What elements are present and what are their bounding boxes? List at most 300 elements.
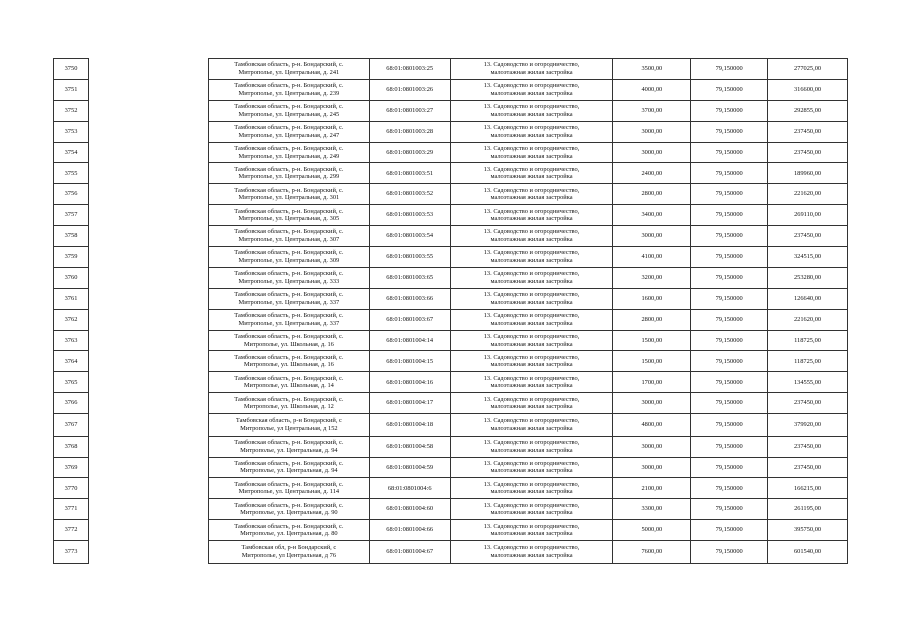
land-use-line-2: малоэтажная жилая застройка: [490, 236, 573, 244]
cadastral-value-cell: 237450,00: [768, 436, 848, 457]
land-use-cell: [450, 205, 613, 226]
table-row: [209, 457, 848, 478]
cadastral-number-cell: 68:01:0801003:53: [369, 205, 450, 226]
unit-value-cell: 79,150000: [691, 520, 768, 541]
address-cell: [209, 541, 370, 564]
land-use-line-1: 13. Садоводство и огородничество,: [483, 459, 580, 467]
area-cell: 3000,00: [613, 393, 691, 414]
land-use-line-2: малоэтажная жилая застройка: [490, 298, 573, 306]
land-use-line-1: 13. Садоводство и огородничество,: [483, 103, 580, 111]
area-cell: 2800,00: [613, 184, 691, 205]
land-use-line-1: 13. Садоводство и огородничество,: [483, 417, 580, 425]
land-use-line-2: малоэтажная жилая застройка: [490, 509, 573, 517]
area-cell: 3000,00: [613, 142, 691, 163]
row-number-row: [54, 520, 89, 541]
address-cell: [209, 247, 370, 268]
row-number: 3761: [54, 288, 89, 309]
table-row: [209, 163, 848, 184]
land-use-cell: [450, 121, 613, 142]
row-number-row: [54, 288, 89, 309]
land-use-cell: [450, 247, 613, 268]
row-number: 3757: [54, 205, 89, 226]
cadastral-value-cell: 221620,00: [768, 184, 848, 205]
cadastral-value-cell: 237450,00: [768, 457, 848, 478]
unit-value-cell: 79,150000: [691, 288, 768, 309]
address-line-2: Митрополье, ул. Центральная, д. 333: [238, 277, 340, 285]
address-line-1: Тамбовская область, р-н. Бондарский, с.: [234, 82, 344, 90]
unit-value-cell: 79,150000: [691, 79, 768, 100]
area-cell: 4000,00: [613, 79, 691, 100]
row-number: 3755: [54, 163, 89, 184]
row-number-row: [54, 351, 89, 372]
address-cell: [209, 520, 370, 541]
land-plots-table: [208, 58, 848, 564]
address-line-2: Митрополье, ул Центральная, д 76: [241, 551, 337, 559]
land-use-line-1: 13. Садоводство и огородничество,: [483, 270, 580, 278]
cadastral-number-cell: 68:01:0801003:52: [369, 184, 450, 205]
land-use-cell: [450, 100, 613, 121]
table-row: [209, 478, 848, 499]
area-cell: 2400,00: [613, 163, 691, 184]
land-use-line-2: малоэтажная жилая застройка: [490, 277, 573, 285]
land-use-line-2: малоэтажная жилая застройка: [490, 215, 573, 223]
unit-value-cell: 79,150000: [691, 414, 768, 437]
cadastral-value-cell: 237450,00: [768, 393, 848, 414]
unit-value-cell: 79,150000: [691, 478, 768, 499]
land-use-cell: [450, 541, 613, 564]
table-row: [209, 309, 848, 330]
address-cell: [209, 59, 370, 80]
cadastral-number-cell: 68:01:0801004:17: [369, 393, 450, 414]
land-use-cell: [450, 372, 613, 393]
row-number-row: [54, 100, 89, 121]
land-use-cell: [450, 226, 613, 247]
unit-value-cell: 79,150000: [691, 267, 768, 288]
address-line-1: Тамбовская область, р-н. Бондарский, с.: [234, 480, 344, 488]
cadastral-value-cell: 221620,00: [768, 309, 848, 330]
area-cell: 7600,00: [613, 541, 691, 564]
table-row: [209, 414, 848, 437]
address-line-1: Тамбовская область, р-н. Бондарский, с.: [234, 395, 344, 403]
land-use-line-1: 13. Садоводство и огородничество,: [483, 144, 580, 152]
cadastral-number-cell: 68:01:0801004:59: [369, 457, 450, 478]
address-cell: [209, 478, 370, 499]
area-cell: 1600,00: [613, 288, 691, 309]
row-number-row: [54, 457, 89, 478]
address-line-2: Митрополье, ул. Центральная, д. 301: [238, 194, 340, 202]
land-use-line-2: малоэтажная жилая застройка: [490, 403, 573, 411]
unit-value-cell: 79,150000: [691, 457, 768, 478]
address-line-1: Тамбовская обл, р-н Бондарский, с: [241, 544, 337, 552]
cadastral-value-cell: 261195,00: [768, 499, 848, 520]
address-cell: [209, 414, 370, 437]
cadastral-value-cell: 316600,00: [768, 79, 848, 100]
cadastral-number-cell: 68:01:0801004:14: [369, 330, 450, 351]
row-number: 3771: [54, 499, 89, 520]
cadastral-number-cell: 68:01:0801003:27: [369, 100, 450, 121]
table-row: [209, 205, 848, 226]
row-number: 3760: [54, 267, 89, 288]
row-number-row: [54, 121, 89, 142]
table-row: [209, 247, 848, 268]
address-line-2: Митрополье, ул. Центральная, д. 307: [238, 236, 340, 244]
row-number: 3769: [54, 457, 89, 478]
unit-value-cell: 79,150000: [691, 163, 768, 184]
land-use-line-1: 13. Садоводство и огородничество,: [483, 544, 580, 552]
address-cell: [209, 163, 370, 184]
cadastral-value-cell: 118725,00: [768, 351, 848, 372]
land-use-cell: [450, 330, 613, 351]
cadastral-number-cell: 68:01:0801003:29: [369, 142, 450, 163]
cadastral-value-cell: 269110,00: [768, 205, 848, 226]
address-line-1: Тамбовская область, р-н. Бондарский, с.: [234, 207, 344, 215]
row-number: 3765: [54, 372, 89, 393]
table-row: [209, 499, 848, 520]
address-line-1: Тамбовская область, р-н. Бондарский, с.: [234, 186, 344, 194]
address-line-1: Тамбовская область, р-н. Бондарский, с.: [234, 165, 344, 173]
cadastral-value-cell: 324515,00: [768, 247, 848, 268]
address-cell: [209, 79, 370, 100]
address-line-1: Тамбовская область, р-н. Бондарский, с.: [234, 353, 344, 361]
land-use-line-2: малоэтажная жилая застройка: [490, 319, 573, 327]
address-line-1: Тамбовская область, р-н. Бондарский, с.: [234, 312, 344, 320]
table-row: [209, 184, 848, 205]
cadastral-number-cell: 68:01:0801004:6: [369, 478, 450, 499]
cadastral-number-cell: 68:01:0801003:55: [369, 247, 450, 268]
row-number-row: [54, 499, 89, 520]
address-line-2: Митрополье, ул. Центральная, д. 114: [238, 488, 340, 496]
unit-value-cell: 79,150000: [691, 121, 768, 142]
address-line-1: Тамбовская область, р-н. Бондарский, с.: [234, 522, 344, 530]
row-number-row: [54, 414, 89, 437]
table-row: [209, 79, 848, 100]
land-use-cell: [450, 478, 613, 499]
cadastral-number-cell: 68:01:0801003:65: [369, 267, 450, 288]
land-use-line-1: 13. Садоводство и огородничество,: [483, 374, 580, 382]
land-use-line-2: малоэтажная жилая застройка: [490, 110, 573, 118]
address-line-1: Тамбовская область, р-н. Бондарский, с.: [234, 270, 344, 278]
cadastral-number-cell: 68:01:0801004:67: [369, 541, 450, 564]
address-line-1: Тамбовская область, р-н. Бондарский, с.: [234, 291, 344, 299]
area-cell: 3400,00: [613, 205, 691, 226]
address-cell: [209, 184, 370, 205]
land-use-line-2: малоэтажная жилая застройка: [490, 446, 573, 454]
row-number: 3754: [54, 142, 89, 163]
land-use-line-2: малоэтажная жилая застройка: [490, 361, 573, 369]
cadastral-value-cell: 134555,00: [768, 372, 848, 393]
cadastral-number-cell: 68:01:0801004:58: [369, 436, 450, 457]
address-line-1: Тамбовская область, р-н. Бондарский, с.: [234, 249, 344, 257]
row-number: 3751: [54, 79, 89, 100]
land-use-cell: [450, 309, 613, 330]
land-use-cell: [450, 288, 613, 309]
row-number: 3752: [54, 100, 89, 121]
address-cell: [209, 142, 370, 163]
land-use-line-1: 13. Садоводство и огородничество,: [483, 291, 580, 299]
cadastral-number-cell: 68:01:0801003:28: [369, 121, 450, 142]
address-cell: [209, 499, 370, 520]
cadastral-number-cell: 68:01:0801004:66: [369, 520, 450, 541]
land-use-line-2: малоэтажная жилая застройка: [490, 340, 573, 348]
land-use-line-2: малоэтажная жилая застройка: [490, 89, 573, 97]
address-cell: [209, 309, 370, 330]
land-use-line-1: 13. Садоводство и огородничество,: [483, 395, 580, 403]
unit-value-cell: 79,150000: [691, 59, 768, 80]
cadastral-number-cell: 68:01:0801003:51: [369, 163, 450, 184]
area-cell: 1500,00: [613, 330, 691, 351]
cadastral-number-cell: 68:01:0801003:26: [369, 79, 450, 100]
land-use-line-1: 13. Садоводство и огородничество,: [483, 186, 580, 194]
land-use-cell: [450, 142, 613, 163]
area-cell: 3300,00: [613, 499, 691, 520]
address-line-2: Митрополье, ул. Центральная, д. 245: [238, 110, 340, 118]
address-line-2: Митрополье, ул. Школьная, д. 12: [243, 403, 334, 411]
row-number-row: [54, 330, 89, 351]
land-use-line-2: малоэтажная жилая застройка: [490, 467, 573, 475]
land-use-line-2: малоэтажная жилая застройка: [490, 173, 573, 181]
cadastral-number-cell: 68:01:0801003:67: [369, 309, 450, 330]
address-line-2: Митрополье, ул. Центральная, д. 90: [240, 509, 338, 517]
row-number-row: [54, 184, 89, 205]
table-row: [209, 121, 848, 142]
area-cell: 3500,00: [613, 59, 691, 80]
unit-value-cell: 79,150000: [691, 541, 768, 564]
area-cell: 4100,00: [613, 247, 691, 268]
address-line-2: Митрополье, ул. Центральная, д. 94: [240, 467, 338, 475]
cadastral-value-cell: 189960,00: [768, 163, 848, 184]
land-use-line-1: 13. Садоводство и огородничество,: [483, 353, 580, 361]
row-number-row: [54, 478, 89, 499]
land-use-line-2: малоэтажная жилая застройка: [490, 424, 573, 432]
address-line-2: Митрополье, ул. Центральная, д. 241: [238, 68, 340, 76]
area-cell: 3000,00: [613, 226, 691, 247]
cadastral-value-cell: 126640,00: [768, 288, 848, 309]
land-use-line-1: 13. Садоводство и огородничество,: [483, 165, 580, 173]
land-use-line-2: малоэтажная жилая застройка: [490, 551, 573, 559]
land-use-cell: [450, 184, 613, 205]
cadastral-value-cell: 601540,00: [768, 541, 848, 564]
cadastral-value-cell: 237450,00: [768, 142, 848, 163]
table-row: [209, 436, 848, 457]
cadastral-number-cell: 68:01:0801003:66: [369, 288, 450, 309]
address-line-2: Митрополье, ул. Центральная, д. 337: [238, 298, 340, 306]
row-number-row: [54, 163, 89, 184]
cadastral-value-cell: 166215,00: [768, 478, 848, 499]
address-cell: [209, 205, 370, 226]
address-cell: [209, 288, 370, 309]
address-line-2: Митрополье, ул. Школьная, д. 16: [243, 361, 334, 369]
address-line-1: Тамбовская область, р-н. Бондарский, с.: [234, 459, 344, 467]
unit-value-cell: 79,150000: [691, 436, 768, 457]
row-number: 3770: [54, 478, 89, 499]
table-row: [209, 59, 848, 80]
unit-value-cell: 79,150000: [691, 372, 768, 393]
address-cell: [209, 267, 370, 288]
cadastral-value-cell: 395750,00: [768, 520, 848, 541]
row-number: 3763: [54, 330, 89, 351]
address-line-1: Тамбовская область, р-н. Бондарский, с.: [234, 332, 344, 340]
cadastral-value-cell: 237450,00: [768, 226, 848, 247]
table-row: [209, 330, 848, 351]
land-use-line-1: 13. Садоводство и огородничество,: [483, 332, 580, 340]
land-use-line-1: 13. Садоводство и огородничество,: [483, 82, 580, 90]
row-number: 3768: [54, 436, 89, 457]
row-number-row: [54, 372, 89, 393]
table-row: [209, 520, 848, 541]
row-number: 3759: [54, 247, 89, 268]
address-line-1: Тамбовская область, р-н. Бондарский, с.: [234, 501, 344, 509]
row-number: 3756: [54, 184, 89, 205]
land-use-line-1: 13. Садоводство и огородничество,: [483, 249, 580, 257]
area-cell: 4800,00: [613, 414, 691, 437]
address-line-2: Митрополье, ул. Центральная, д. 239: [238, 89, 340, 97]
row-number-row: [54, 59, 89, 80]
address-cell: [209, 457, 370, 478]
unit-value-cell: 79,150000: [691, 499, 768, 520]
area-cell: 3000,00: [613, 457, 691, 478]
land-use-cell: [450, 520, 613, 541]
land-use-line-1: 13. Садоводство и огородничество,: [483, 207, 580, 215]
cadastral-number-cell: 68:01:0801003:54: [369, 226, 450, 247]
address-line-1: Тамбовская область, р-н. Бондарский, с.: [234, 124, 344, 132]
table-row: [209, 100, 848, 121]
area-cell: 1500,00: [613, 351, 691, 372]
unit-value-cell: 79,150000: [691, 330, 768, 351]
table-row: [209, 541, 848, 564]
land-use-line-1: 13. Садоводство и огородничество,: [483, 312, 580, 320]
land-use-cell: [450, 267, 613, 288]
address-line-2: Митрополье, ул. Школьная, д. 16: [243, 340, 334, 348]
address-line-2: Митрополье, ул. Школьная, д. 14: [243, 382, 334, 390]
row-number: 3773: [54, 541, 89, 564]
area-cell: 3700,00: [613, 100, 691, 121]
land-use-line-2: малоэтажная жилая застройка: [490, 382, 573, 390]
land-use-line-1: 13. Садоводство и огородничество,: [483, 124, 580, 132]
address-cell: [209, 436, 370, 457]
cadastral-value-cell: 277025,00: [768, 59, 848, 80]
address-line-1: Тамбовская область, р-н Бондарский, с: [235, 417, 342, 425]
land-use-line-2: малоэтажная жилая застройка: [490, 152, 573, 160]
row-number: 3750: [54, 59, 89, 80]
cadastral-number-cell: 68:01:0801004:15: [369, 351, 450, 372]
land-use-cell: [450, 79, 613, 100]
row-number-row: [54, 309, 89, 330]
unit-value-cell: 79,150000: [691, 205, 768, 226]
land-use-cell: [450, 393, 613, 414]
row-number-row: [54, 79, 89, 100]
land-use-cell: [450, 436, 613, 457]
unit-value-cell: 79,150000: [691, 247, 768, 268]
address-line-2: Митрополье, ул. Центральная, д. 305: [238, 215, 340, 223]
cadastral-number-cell: 68:01:0801003:25: [369, 59, 450, 80]
row-number: 3766: [54, 393, 89, 414]
row-number-row: [54, 541, 89, 564]
address-cell: [209, 121, 370, 142]
land-use-line-2: малоэтажная жилая застройка: [490, 68, 573, 76]
address-line-1: Тамбовская область, р-н. Бондарский, с.: [234, 144, 344, 152]
land-use-cell: [450, 351, 613, 372]
address-line-2: Митрополье, ул. Центральная, д. 249: [238, 152, 340, 160]
land-use-line-1: 13. Садоводство и огородничество,: [483, 501, 580, 509]
land-use-cell: [450, 457, 613, 478]
land-use-line-2: малоэтажная жилая застройка: [490, 131, 573, 139]
row-number: 3753: [54, 121, 89, 142]
land-use-line-1: 13. Садоводство и огородничество,: [483, 522, 580, 530]
unit-value-cell: 79,150000: [691, 393, 768, 414]
row-number-column: [53, 58, 89, 564]
table-row: [209, 142, 848, 163]
table-row: [209, 288, 848, 309]
land-use-cell: [450, 163, 613, 184]
area-cell: 2800,00: [613, 309, 691, 330]
cadastral-value-cell: 379920,00: [768, 414, 848, 437]
row-number-row: [54, 247, 89, 268]
address-line-1: Тамбовская область, р-н. Бондарский, с.: [234, 103, 344, 111]
area-cell: 3000,00: [613, 436, 691, 457]
table-row: [209, 351, 848, 372]
table-row: [209, 393, 848, 414]
cadastral-value-cell: 237450,00: [768, 121, 848, 142]
row-number: 3764: [54, 351, 89, 372]
unit-value-cell: 79,150000: [691, 226, 768, 247]
address-line-2: Митрополье, ул. Центральная, д. 337: [238, 319, 340, 327]
row-number-row: [54, 393, 89, 414]
unit-value-cell: 79,150000: [691, 142, 768, 163]
land-use-line-2: малоэтажная жилая застройка: [490, 194, 573, 202]
address-line-1: Тамбовская область, р-н. Бондарский, с.: [234, 61, 344, 69]
address-cell: [209, 100, 370, 121]
row-number-row: [54, 267, 89, 288]
cadastral-number-cell: 68:01:0801004:18: [369, 414, 450, 437]
land-use-line-2: малоэтажная жилая застройка: [490, 530, 573, 538]
address-line-2: Митрополье, ул. Центральная, д. 309: [238, 256, 340, 264]
address-cell: [209, 226, 370, 247]
land-use-line-1: 13. Садоводство и огородничество,: [483, 228, 580, 236]
land-use-cell: [450, 414, 613, 437]
row-number-row: [54, 226, 89, 247]
row-number: 3758: [54, 226, 89, 247]
address-line-1: Тамбовская область, р-н. Бондарский, с.: [234, 228, 344, 236]
row-number: 3762: [54, 309, 89, 330]
address-cell: [209, 372, 370, 393]
unit-value-cell: 79,150000: [691, 309, 768, 330]
address-line-2: Митрополье, ул. Центральная, д. 94: [240, 446, 338, 454]
cadastral-number-cell: 68:01:0801004:16: [369, 372, 450, 393]
cadastral-value-cell: 292855,00: [768, 100, 848, 121]
row-number-row: [54, 205, 89, 226]
address-cell: [209, 393, 370, 414]
table-row: [209, 226, 848, 247]
row-number: 3767: [54, 414, 89, 437]
area-cell: 3200,00: [613, 267, 691, 288]
cadastral-value-cell: 118725,00: [768, 330, 848, 351]
address-line-2: Митрополье, ул. Центральная, д. 247: [238, 131, 340, 139]
area-cell: 2100,00: [613, 478, 691, 499]
address-line-1: Тамбовская область, р-н. Бондарский, с.: [234, 438, 344, 446]
unit-value-cell: 79,150000: [691, 100, 768, 121]
land-use-line-2: малоэтажная жилая застройка: [490, 256, 573, 264]
address-line-2: Митрополье, ул. Центральная, д. 80: [240, 530, 338, 538]
area-cell: 1700,00: [613, 372, 691, 393]
land-use-line-1: 13. Садоводство и огородничество,: [483, 480, 580, 488]
area-cell: 3000,00: [613, 121, 691, 142]
address-line-1: Тамбовская область, р-н. Бондарский, с.: [234, 374, 344, 382]
cadastral-number-cell: 68:01:0801004:60: [369, 499, 450, 520]
land-use-line-1: 13. Садоводство и огородничество,: [483, 61, 580, 69]
land-use-cell: [450, 499, 613, 520]
cadastral-value-cell: 253280,00: [768, 267, 848, 288]
row-number-row: [54, 142, 89, 163]
